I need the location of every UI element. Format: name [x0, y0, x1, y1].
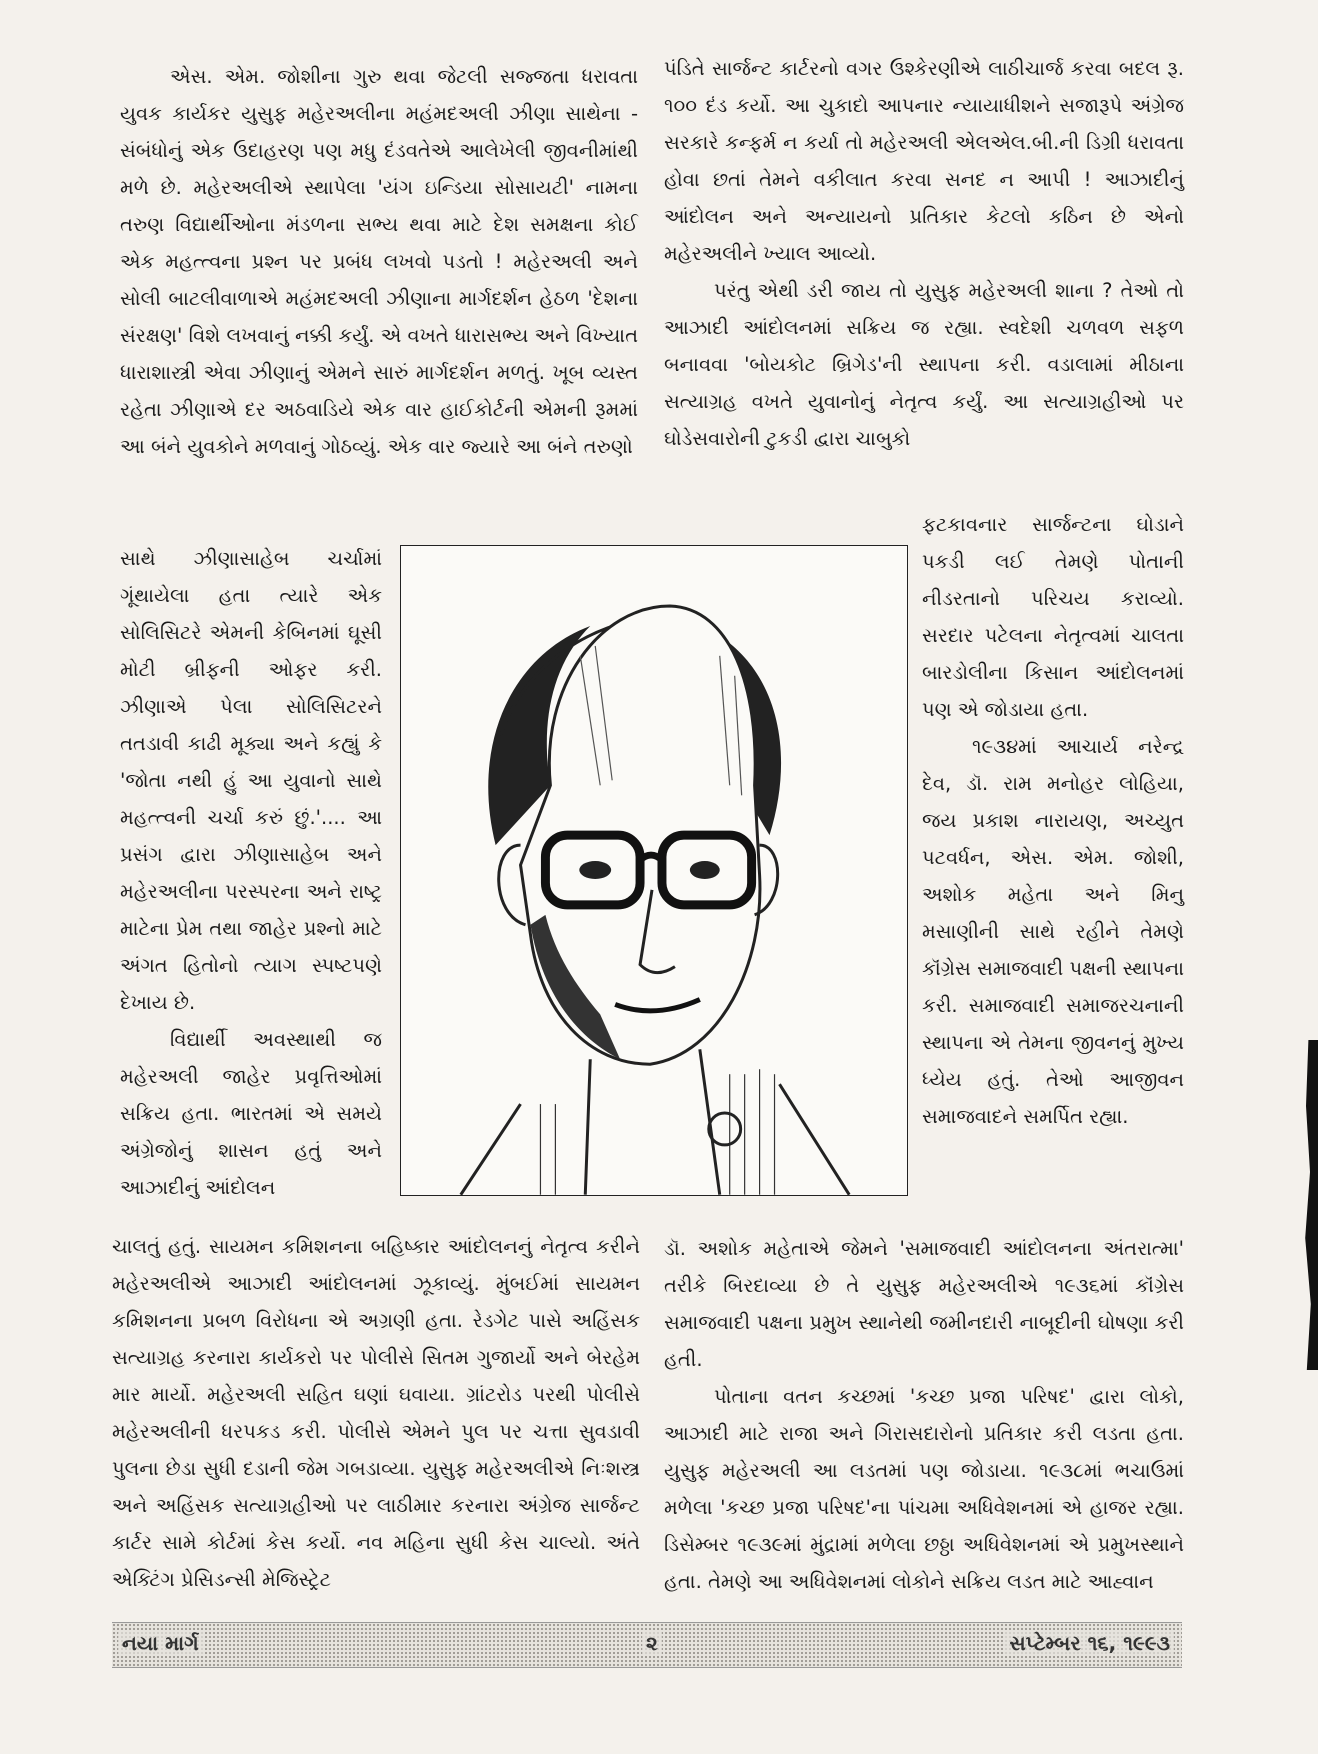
- left-column-narrow: [120, 540, 382, 1206]
- paragraph: ૧૯૩૪માં આચાર્ય નરેન્દ્ર દેવ, ડૉ. રામ મનોહર લોહિયા, જય પ્રકાશ નારાયણ, અચ્યુત પટવર્ધન, એસ. એમ. જોશી, અશોક મહેતા અને મિનુ મસાણીની સાથે રહીને તેમણે કૉંગ્રેસ સમાજવાદી પક્ષની સ્થાપના કરી. સમાજવાદી સમાજરચનાની સ્થાપના એ તેમના જીવનનું મુખ્ય ધ્યેય હતું. તેઓ આજીવન સમાજવાદને સમર્પિત રહ્યા.: [922, 735, 1184, 1128]
- paragraph: પંડિતે સાર્જન્ટ કાર્ટરનો વગર ઉશ્કેરણીએ લાઠીચાર્જ કરવા બદલ રૂ. ૧૦૦ દંડ કર્યો. આ ચુકાદો આપનાર ન્યાયાધીશને સજારૂપે અંગ્રેજ સરકારે કન્ફર્મ ન કર્યા તો મહેરઅલી એલએલ.બી.ની ડિગ્રી ધરાવતા હોવા છતાં તેમને વકીલાત કરવા સનદ ન આપી ! આઝાદીનું આંદોલન અને અન્યાયનો પ્રતિકાર કેટલો કઠિન છે એનો મહેરઅલીને ખ્યાલ આવ્યો.: [664, 57, 1184, 265]
- right-column-bottom: [664, 1230, 1184, 1600]
- portrait-illustration: [400, 545, 908, 1196]
- left-column-bottom: [112, 1228, 640, 1598]
- paragraph: વિદ્યાર્થી અવસ્થાથી જ મહેરઅલી જાહેર પ્રવૃત્તિઓમાં સક્રિય હતા. ભારતમાં એ સમયે અંગ્રેજોનું શાસન હતું અને આઝાદીનું આંદોલન: [120, 1028, 382, 1199]
- portrait-sketch-icon: [401, 546, 907, 1195]
- left-column-top: [120, 58, 638, 465]
- paragraph: ડૉ. અશોક મહેતાએ જેમને 'સમાજવાદી આંદોલનના અંતરાત્મા' તરીકે બિરદાવ્યા છે તે યુસુફ મહેરઅલીએ ૧૯૩૬માં કૉંગ્રેસ સમાજવાદી પક્ષના પ્રમુખ સ્થાનેથી જમીનદારી નાબૂદીની ઘોષણા કરી હતી.: [664, 1237, 1184, 1371]
- paragraph: સાથે ઝીણાસાહેબ ચર્ચામાં ગૂંથાયેલા હતા ત્યારે એક સોલિસિટરે એમની કેબિનમાં ઘૂસી મોટી બ્રીફની ઓફર કરી. ઝીણાએ પેલા સોલિસિટરને તતડાવી કાઢી મૂક્યા અને કહ્યું કે 'જોતા નથી હું આ યુવાનો સાથે મહત્ત્વની ચર્ચા કરું છું.'.... આ પ્રસંગ દ્વારા ઝીણાસાહેબ અને મહેરઅલીના પરસ્પરના અને રાષ્ટ્ર માટેના પ્રેમ તથા જાહેર પ્રશ્નો માટે અંગત હિતોનો ત્યાગ સ્પષ્ટપણે દેખાય છે.: [120, 547, 382, 1014]
- page-edge-shadow: [1302, 1040, 1318, 1370]
- page-number: ૨: [642, 1631, 662, 1655]
- paragraph: પરંતુ એથી ડરી જાય તો યુસુફ મહેરઅલી શાના ? તેઓ તો આઝાદી આંદોલનમાં સક્રિય જ રહ્યા. સ્વદેશી ચળવળ સફળ બનાવવા 'બોયકોટ બ્રિગેડ'ની સ્થાપના કરી. વડાલામાં મીઠાના સત્યાગ્રહ વખતે યુવાનોનું નેતૃત્વ કર્યું. આ સત્યાગ્રહીઓ પર ઘોડેસવારોની ટુકડી દ્વારા ચાબુકો: [664, 279, 1184, 450]
- paragraph: ફટકાવનાર સાર્જન્ટના ઘોડાને પકડી લઈ તેમણે પોતાની નીડરતાનો પરિચય કરાવ્યો. સરદાર પટેલના નેતૃત્વમાં ચાલતા બારડોલીના કિસાન આંદોલનમાં પણ એ જોડાયા હતા.: [922, 513, 1184, 721]
- paragraph: પોતાના વતન કચ્છમાં 'કચ્છ પ્રજા પરિષદ' દ્વારા લોકો, આઝાદી માટે રાજા અને ગિરાસદારોનો પ્રતિકાર કરી લડતા હતા. યુસુફ મહેરઅલી આ લડતમાં પણ જોડાયા. ૧૯૩૮માં ભચાઉમાં મળેલા 'કચ્છ પ્રજા પરિષદ'ના પાંચમા અધિવેશનમાં એ હાજર રહ્યા. ડિસેમ્બર ૧૯૩૯માં મુંદ્રામાં મળેલા છઠ્ઠા અધિવેશનમાં એ પ્રમુખસ્થાને હતા. તેમણે આ અધિવેશનમાં લોકોને સક્રિય લડત માટે આહ્વાન: [664, 1385, 1184, 1593]
- paragraph: ચાલતું હતું. સાયમન કમિશનના બહિષ્કાર આંદોલનનું નેતૃત્વ કરીને મહેરઅલીએ આઝાદી આંદોલનમાં ઝૂકાવ્યું. મુંબઈમાં સાયમન કમિશનના પ્રબળ વિરોધના એ અગ્રણી હતા. રેડગેટ પાસે અહિંસક સત્યાગ્રહ કરનારા કાર્યકરો પર પોલીસે સિતમ ગુજાર્યો અને બેરહેમ માર માર્યો. મહેરઅલી સહિત ઘણાં ઘવાયા. ગ્રાંટરોડ પરથી પોલીસે મહેરઅલીની ધરપકડ કરી. પોલીસે એમને પુલ પર ચત્તા સુવડાવી પુલના છેડા સુધી દડાની જેમ ગબડાવ્યા. યુસુફ મહેરઅલીએ નિઃશસ્ત્ર અને અહિંસક સત્યાગ્રહીઓ પર લાઠીમાર કરનારા અંગ્રેજ સાર્જન્ટ કાર્ટર સામે કોર્ટમાં કેસ કર્યો. નવ મહિના સુધી કેસ ચાલ્યો. અંતે એક્ટિંગ પ્રેસિડન્સી મેજિસ્ટ્રેટ: [112, 1235, 640, 1591]
- magazine-name: નયા માર્ગ: [118, 1631, 203, 1655]
- issue-date: સપ્ટેમ્બર ૧૬, ૧૯૯૩: [1005, 1631, 1174, 1655]
- paragraph: એસ. એમ. જોશીના ગુરુ થવા જેટલી સજ્જતા ધરાવતા યુવક કાર્યકર યુસુફ મહેરઅલીના મહંમદઅલી ઝીણા સાથેના - સંબંધોનું એક ઉદાહરણ પણ મધુ દંડવતેએ આલેખેલી જીવનીમાંથી મળે છે. મહેરઅલીએ સ્થાપેલા 'યંગ ઇન્ડિયા સોસાયટી' નામના તરુણ વિદ્યાર્થીઓના મંડળના સભ્ય થવા માટે દેશ સમક્ષના કોઈ એક મહત્ત્વના પ્રશ્ન પર પ્રબંધ લખવો પડતો ! મહેરઅલી અને સોલી બાટલીવાળાએ મહંમદઅલી ઝીણાના માર્ગદર્શન હેઠળ 'દેશના સંરક્ષણ' વિશે લખવાનું નક્કી કર્યું. એ વખતે ધારાસભ્ય અને વિખ્યાત ધારાશાસ્ત્રી એવા ઝીણાનું એમને સારું માર્ગદર્શન મળતું. ખૂબ વ્યસ્ત રહેતા ઝીણાએ દર અઠવાડિયે એક વાર હાઈકોર્ટની એમની રૂમમાં આ બંને યુવકોને મળવાનું ગોઠવ્યું. એક વાર જ્યારે આ બંને તરુણો: [120, 65, 638, 458]
- page-footer: [112, 1622, 1182, 1668]
- right-column-top: [664, 50, 1184, 457]
- right-column-narrow: [922, 506, 1184, 1135]
